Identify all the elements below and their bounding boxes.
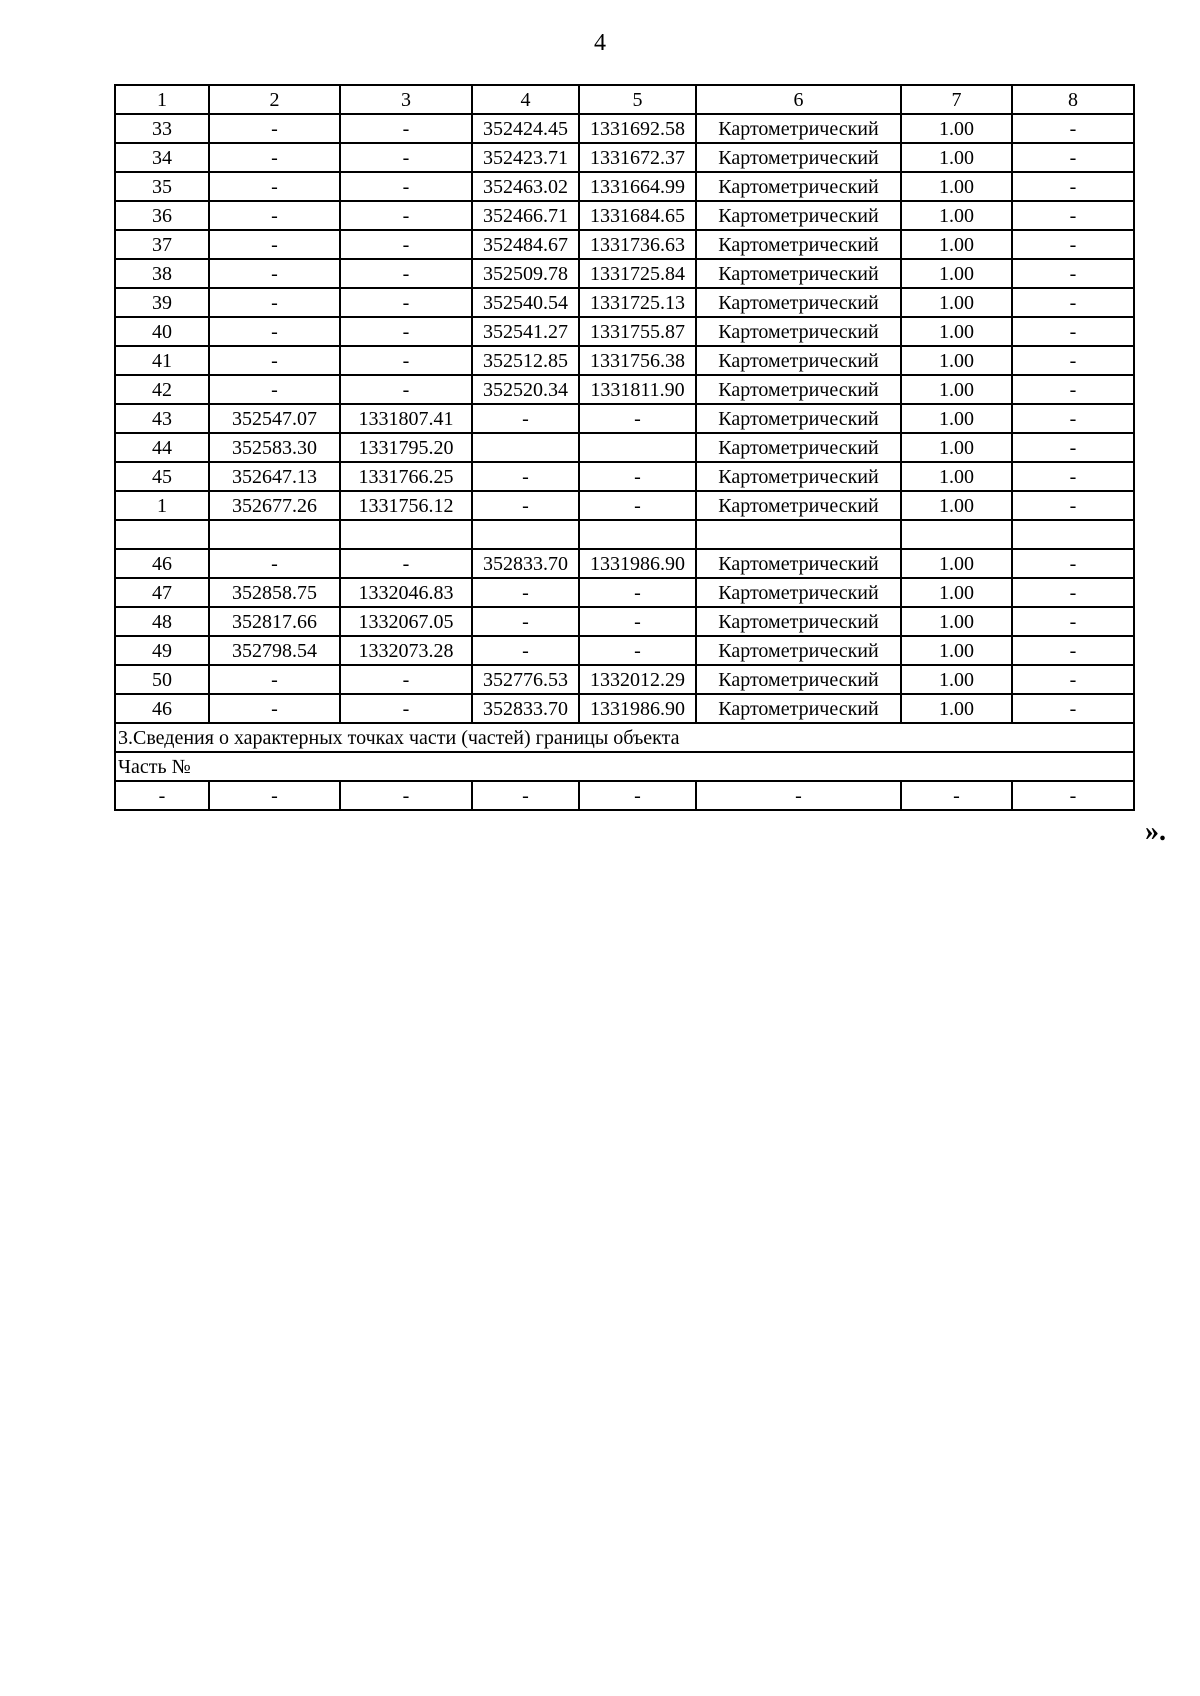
cell-x-new: - [472,404,579,433]
cell-description: - [1012,201,1134,230]
cell-method: - [696,781,901,810]
cell-x-new: 352833.70 [472,694,579,723]
cell-point-number: 33 [115,114,209,143]
cell-x-existing: - [209,375,340,404]
cell-y-new: - [579,636,696,665]
cell-y-new [579,433,696,462]
part-number-label: Часть № [115,752,1134,781]
cell-accuracy: 7 [901,85,1012,114]
cell-method: Картометрический [696,404,901,433]
cell-accuracy: 1.00 [901,549,1012,578]
cell-accuracy: 1.00 [901,636,1012,665]
cell-method: 6 [696,85,901,114]
cell-description: - [1012,375,1134,404]
cell-point-number: 50 [115,665,209,694]
cell-x-existing: - [209,288,340,317]
cell-x-existing: - [209,317,340,346]
table-row [115,636,1134,665]
cell-x-new: 352776.53 [472,665,579,694]
table-row [115,375,1134,404]
cell-y-new: - [579,462,696,491]
cell-description: - [1012,578,1134,607]
cell-x-existing: - [209,346,340,375]
cell-y-new: 1331756.38 [579,346,696,375]
table-row [115,317,1134,346]
cell-description: - [1012,491,1134,520]
cell-method: Картометрический [696,346,901,375]
cell-point-number: 39 [115,288,209,317]
cell-y-existing: - [340,781,472,810]
table-row [115,607,1134,636]
cell-x-new [472,433,579,462]
cell-point-number: 37 [115,230,209,259]
table-row [115,694,1134,723]
cell-y-existing: - [340,230,472,259]
cell-y-new: 1331692.58 [579,114,696,143]
cell-method: Картометрический [696,114,901,143]
cell-point-number [115,520,209,549]
cell-description: - [1012,230,1134,259]
cell-description: - [1012,259,1134,288]
cell-point-number: 40 [115,317,209,346]
cell-y-existing: 1332067.05 [340,607,472,636]
cell-point-number: 38 [115,259,209,288]
cell-y-new: 1331725.13 [579,288,696,317]
cell-x-new: - [472,607,579,636]
coordinates-table [114,84,1135,811]
cell-description: - [1012,694,1134,723]
cell-point-number: 46 [115,549,209,578]
table-row [115,114,1134,143]
cell-point-number: 1 [115,85,209,114]
cell-accuracy: 1.00 [901,201,1012,230]
cell-x-new: - [472,462,579,491]
cell-description: - [1012,549,1134,578]
cell-description: - [1012,781,1134,810]
cell-x-existing: - [209,694,340,723]
table-body [115,85,1134,810]
cell-method: Картометрический [696,317,901,346]
cell-y-new: 1331684.65 [579,201,696,230]
cell-y-new: 5 [579,85,696,114]
cell-method: Картометрический [696,259,901,288]
cell-y-existing: - [340,259,472,288]
cell-point-number: 1 [115,491,209,520]
cell-method: Картометрический [696,694,901,723]
cell-y-existing [340,520,472,549]
cell-x-new: 352484.67 [472,230,579,259]
cell-x-existing: 352583.30 [209,433,340,462]
table-row [115,578,1134,607]
cell-description: - [1012,636,1134,665]
cell-accuracy: 1.00 [901,288,1012,317]
cell-y-existing: 3 [340,85,472,114]
cell-y-existing: - [340,694,472,723]
coordinates-table-wrapper [114,84,1135,811]
cell-description: - [1012,433,1134,462]
cell-method: Картометрический [696,636,901,665]
cell-x-new: 352463.02 [472,172,579,201]
cell-x-existing: 352858.75 [209,578,340,607]
cell-accuracy: 1.00 [901,433,1012,462]
cell-accuracy: - [901,781,1012,810]
cell-x-new: - [472,781,579,810]
table-row [115,433,1134,462]
table-row [115,520,1134,549]
cell-x-existing: - [209,114,340,143]
cell-point-number: 41 [115,346,209,375]
cell-description: - [1012,288,1134,317]
cell-y-new: - [579,491,696,520]
cell-y-new: 1331664.99 [579,172,696,201]
cell-x-new: 4 [472,85,579,114]
cell-x-new: 352423.71 [472,143,579,172]
cell-accuracy: 1.00 [901,346,1012,375]
cell-x-existing: 2 [209,85,340,114]
cell-point-number: 42 [115,375,209,404]
cell-x-existing: - [209,665,340,694]
cell-x-existing [209,520,340,549]
cell-y-existing: - [340,172,472,201]
cell-y-existing: 1331756.12 [340,491,472,520]
table-header-row [115,85,1134,114]
cell-accuracy: 1.00 [901,259,1012,288]
cell-y-new: 1331811.90 [579,375,696,404]
cell-method: Картометрический [696,491,901,520]
cell-y-new: 1331736.63 [579,230,696,259]
cell-method: Картометрический [696,288,901,317]
cell-x-existing: 352647.13 [209,462,340,491]
cell-description: - [1012,462,1134,491]
cell-description: - [1012,607,1134,636]
cell-x-existing: - [209,143,340,172]
cell-y-existing: 1331807.41 [340,404,472,433]
cell-x-new: - [472,636,579,665]
cell-accuracy: 1.00 [901,230,1012,259]
cell-method: Картометрический [696,172,901,201]
cell-x-new: - [472,578,579,607]
cell-point-number: 48 [115,607,209,636]
cell-point-number: 36 [115,201,209,230]
cell-x-new: 352541.27 [472,317,579,346]
table-row [115,288,1134,317]
cell-x-new: 352540.54 [472,288,579,317]
cell-y-new: - [579,781,696,810]
cell-y-new: 1331725.84 [579,259,696,288]
cell-x-existing: 352817.66 [209,607,340,636]
cell-accuracy [901,520,1012,549]
cell-x-new [472,520,579,549]
cell-y-new: 1331755.87 [579,317,696,346]
table-row [115,549,1134,578]
cell-accuracy: 1.00 [901,607,1012,636]
cell-y-existing: - [340,375,472,404]
cell-method: Картометрический [696,433,901,462]
cell-accuracy: 1.00 [901,143,1012,172]
table-row [115,491,1134,520]
section-heading-row [115,723,1134,752]
cell-y-existing: - [340,665,472,694]
cell-y-existing: 1332073.28 [340,636,472,665]
cell-point-number: 46 [115,694,209,723]
section-heading: 3.Сведения о характерных точках части (частей) границы объекта [115,723,1134,752]
cell-x-new: 352520.34 [472,375,579,404]
cell-description [1012,520,1134,549]
cell-x-new: - [472,491,579,520]
cell-y-existing: 1332046.83 [340,578,472,607]
cell-description: - [1012,143,1134,172]
cell-point-number: 47 [115,578,209,607]
cell-y-new [579,520,696,549]
cell-accuracy: 1.00 [901,317,1012,346]
table-row [115,665,1134,694]
cell-x-existing: 352547.07 [209,404,340,433]
cell-method: Картометрический [696,230,901,259]
cell-x-new: 352424.45 [472,114,579,143]
cell-point-number: 45 [115,462,209,491]
cell-accuracy: 1.00 [901,114,1012,143]
cell-description: - [1012,172,1134,201]
cell-description: - [1012,665,1134,694]
cell-method: Картометрический [696,201,901,230]
cell-y-new: - [579,607,696,636]
table-row [115,230,1134,259]
cell-accuracy: 1.00 [901,665,1012,694]
cell-x-new: 352466.71 [472,201,579,230]
cell-point-number: 34 [115,143,209,172]
table-row [115,201,1134,230]
cell-y-existing: - [340,549,472,578]
cell-description: - [1012,346,1134,375]
cell-x-existing: - [209,172,340,201]
cell-accuracy: 1.00 [901,491,1012,520]
cell-y-existing: - [340,288,472,317]
cell-y-existing: - [340,346,472,375]
cell-method: Картометрический [696,549,901,578]
cell-accuracy: 1.00 [901,375,1012,404]
cell-description: - [1012,114,1134,143]
table-row [115,143,1134,172]
cell-y-new: 1332012.29 [579,665,696,694]
cell-y-existing: 1331795.20 [340,433,472,462]
cell-method: Картометрический [696,607,901,636]
cell-accuracy: 1.00 [901,404,1012,433]
cell-y-existing: 1331766.25 [340,462,472,491]
cell-x-new: 352833.70 [472,549,579,578]
cell-method: Картометрический [696,462,901,491]
table-row [115,462,1134,491]
cell-accuracy: 1.00 [901,578,1012,607]
cell-method: Картометрический [696,375,901,404]
cell-y-existing: - [340,143,472,172]
cell-y-existing: - [340,317,472,346]
cell-method: Картометрический [696,143,901,172]
cell-x-existing: - [209,781,340,810]
cell-accuracy: 1.00 [901,172,1012,201]
cell-accuracy: 1.00 [901,462,1012,491]
cell-x-existing: 352677.26 [209,491,340,520]
cell-x-existing: - [209,549,340,578]
table-row [115,346,1134,375]
cell-x-new: 352509.78 [472,259,579,288]
table-row [115,259,1134,288]
cell-x-existing: - [209,230,340,259]
cell-point-number: - [115,781,209,810]
cell-y-new: 1331986.90 [579,694,696,723]
cell-description: - [1012,317,1134,346]
cell-method: Картометрический [696,665,901,694]
cell-accuracy: 1.00 [901,694,1012,723]
cell-x-existing: - [209,259,340,288]
cell-point-number: 35 [115,172,209,201]
cell-point-number: 49 [115,636,209,665]
cell-y-new: 1331986.90 [579,549,696,578]
part-number-row [115,752,1134,781]
cell-method [696,520,901,549]
cell-x-new: 352512.85 [472,346,579,375]
table-row [115,404,1134,433]
closing-quote-mark: ». [1145,816,1166,847]
final-row [115,781,1134,810]
cell-y-existing: - [340,114,472,143]
cell-point-number: 43 [115,404,209,433]
cell-y-existing: - [340,201,472,230]
table-row [115,172,1134,201]
cell-point-number: 44 [115,433,209,462]
cell-description: 8 [1012,85,1134,114]
cell-description: - [1012,404,1134,433]
page-number: 4 [594,30,606,56]
cell-method: Картометрический [696,578,901,607]
cell-x-existing: - [209,201,340,230]
cell-x-existing: 352798.54 [209,636,340,665]
cell-y-new: - [579,404,696,433]
cell-y-new: 1331672.37 [579,143,696,172]
cell-y-new: - [579,578,696,607]
